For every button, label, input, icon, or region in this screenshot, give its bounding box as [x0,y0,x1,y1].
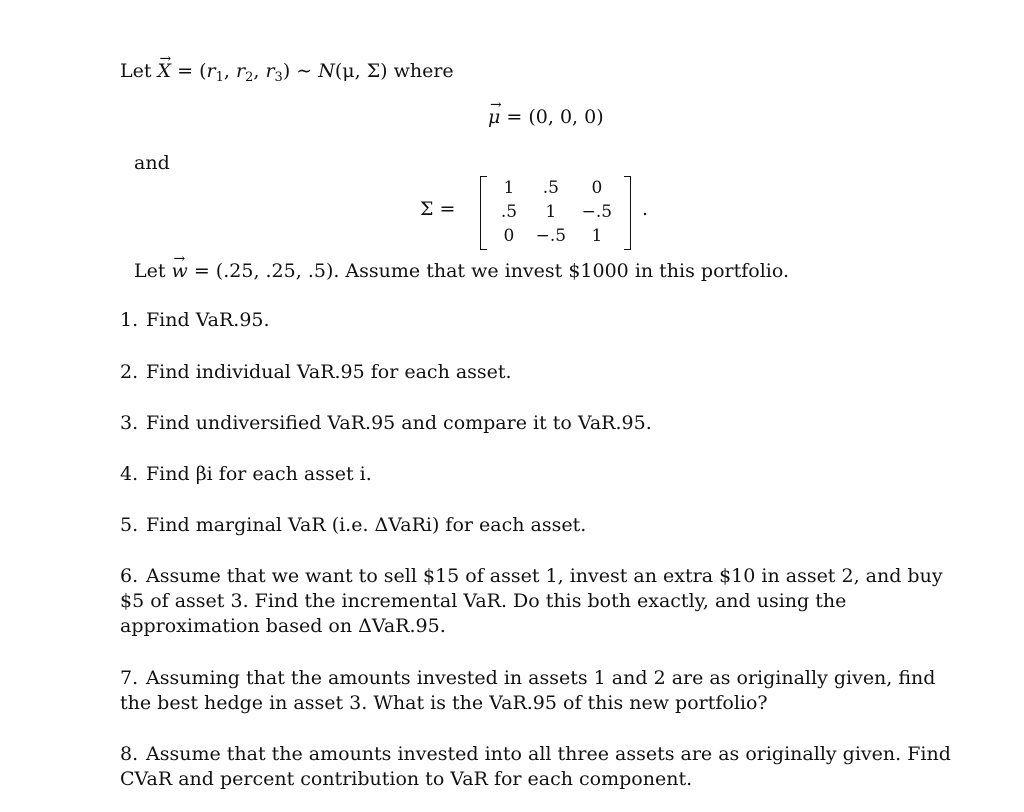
matrix-row-3 [488,224,622,248]
r2: r [235,60,246,82]
matrix-row-1 [488,176,622,200]
matrix-cell: 1 [545,202,557,222]
r1-sub: 1 [215,70,224,85]
question-2 [120,360,960,385]
vector-x: → X [158,58,172,84]
matrix-cell: −.5 [535,226,567,246]
question-5 [120,513,960,538]
matrix-cell: 1 [591,226,603,246]
weights-rest: = (.25, .25, .5). Assume that we invest $1000 in this portfolio. [187,260,789,282]
question-number: 2. [120,361,139,383]
intro-let: Let [120,60,152,82]
r2-sub: 2 [245,70,254,85]
weights-let: Let [134,260,172,282]
question-number: 4. [120,463,139,485]
intro-params: (μ, Σ) where [334,60,454,82]
question-text: Assume that we want to sell $15 of asset 1, invest an extra $10 in asset 2, and buy $5 of asset 3. Find the incremental VaR. Do this both exactly, and using the approximation based on ΔVaR.95. [120,565,943,637]
intro-line: Let → $X = (r_1$, $r_2$, $r_3$) ∼ N(μ, Σ) where [120,58,454,84]
question-number: 7. [120,667,139,689]
question-text: Find individual VaR.95 for each asset. [146,361,512,383]
intro-eq: = ( [171,60,207,82]
matrix-cell: .5 [500,202,518,222]
question-number: 6. [120,565,139,587]
question-4 [120,462,960,487]
matrix-period: . [642,198,649,220]
matrix-cell: −.5 [581,202,613,222]
question-text: Find marginal VaR (i.e. ΔVaRi) for each asset. [146,514,587,536]
and-word: and [134,152,170,174]
question-number: 1. [120,309,139,331]
question-number: 8. [120,743,139,765]
question-number: 5. [120,514,139,536]
question-7 [120,666,960,716]
mu-rhs: = (0, 0, 0) [500,106,604,128]
question-text: Find undiversified VaR.95 and compare it to VaR.95. [146,412,652,434]
question-text: Find VaR.95. [146,309,270,331]
sigma-label: Σ = [420,198,456,220]
normal-n: N [318,60,335,82]
vector-w: → w [172,258,188,284]
weights-line [134,258,789,284]
question-text: Assuming that the amounts invested in assets 1 and 2 are as originally given, find the best hedge in asset 3. What is the VaR.95 of this new portfolio? [120,667,936,714]
matrix-cell: 1 [503,178,515,198]
matrix-cell: .5 [542,178,559,198]
question-text: Assume that the amounts invested into all three assets are as originally given. Find CVaR and percent contribution to VaR for each component. [120,743,951,790]
r3-sub: 3 [274,70,283,85]
right-bracket [624,176,631,250]
question-6 [120,564,960,639]
question-1 [120,308,960,333]
vector-mu: → μ [488,104,500,130]
question-8 [120,742,960,792]
question-text: Find βi for each asset i. [146,463,372,485]
mu-equation [488,104,604,130]
sigma-matrix [420,176,660,248]
question-number: 3. [120,412,139,434]
question-3 [120,411,960,436]
matrix-cell: 0 [591,178,603,198]
left-bracket [480,176,487,250]
r3: r [265,60,275,82]
matrix-cell: 0 [503,226,515,246]
r1: r [206,60,216,82]
intro-dist: ) ∼ [282,60,319,82]
matrix-row-2 [488,200,622,224]
